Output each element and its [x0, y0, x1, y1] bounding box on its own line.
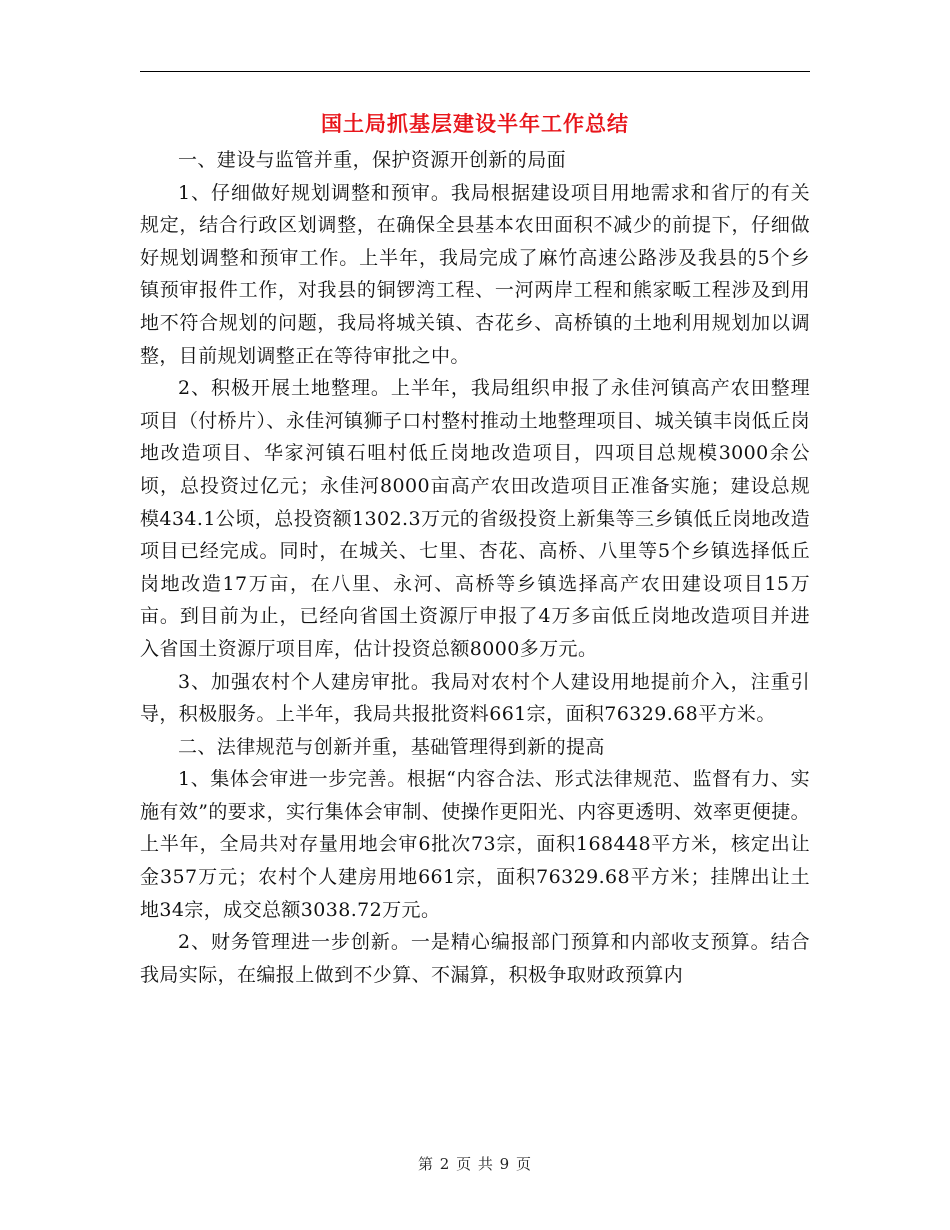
document-title: 国土局抓基层建设半年工作总结 [321, 112, 629, 136]
header-rule [140, 71, 810, 72]
paragraph-collective-review: 1、集体会审进一步完善。根据“内容合法、形式法律规范、监督有力、实施有效”的要求，实行集体会审制、使操作更阳光、内容更透明、效率更便捷。上半年，全局共对存量用地会审6批次73宗，面积168448平方米，核定出让金357万元；农村个人建房用地661宗，面积76329.68平方米；挂牌出让土地34宗，成交总额3038.72万元。 [140, 768, 810, 921]
section-heading-1: 一、建设与监管并重，保护资源开创新的局面 [178, 149, 567, 171]
document-body [140, 144, 810, 991]
paragraph-housing-approval: 3、加强农村个人建房审批。我局对农村个人建设用地提前介入，注重引导，积极服务。上半年，我局共报批资料661宗，面积76329.68平方米。 [140, 670, 810, 726]
page-number-footer: 第 2 页 共 9 页 [418, 1155, 532, 1173]
paragraph-planning: 1、仔细做好规划调整和预审。我局根据建设项目用地需求和省厅的有关规定，结合行政区划调整，在确保全县基本农田面积不减少的前提下，仔细做好规划调整和预审工作。上半年，我局完成了麻竹高速公路涉及我县的5个乡镇预审报件工作，对我县的铜锣湾工程、一河两岸工程和熊家畈工程涉及到用地不符合规划的问题，我局将城关镇、杏花乡、高桥镇的土地利用规划加以调整，目前规划调整正在等待审批之中。 [140, 181, 810, 367]
paragraph-finance: 2、财务管理进一步创新。一是精心编报部门预算和内部收支预算。结合我局实际，在编报上做到不少算、不漏算，积极争取财政预算内 [140, 931, 810, 986]
paragraph-land-consolidation: 2、积极开展土地整理。上半年，我局组织申报了永佳河镇高产农田整理项目（付桥片）、永佳河镇狮子口村整村推动土地整理项目、城关镇丰岗低丘岗地改造项目、华家河镇石咀村低丘岗地改造项目，四项目总规模3000余公顷，总投资过亿元；永佳河8000亩高产农田改造项目正准备实施；建设总规模434.1公顷，总投资额1302.3万元的省级投资上新集等三乡镇低丘岗地改造项目已经完成。同时，在城关、七里、杏花、高桥、八里等5个乡镇选择低丘岗地改造17万亩，在八里、永河、高桥等乡镇选择高产农田建设项目15万亩。到目前为止，已经向省国土资源厅申报了4万多亩低丘岗地改造项目并进入省国土资源厅项目库，估计投资总额8000多万元。 [140, 377, 810, 660]
section-heading-2: 二、法律规范与创新并重，基础管理得到新的提高 [178, 735, 605, 758]
